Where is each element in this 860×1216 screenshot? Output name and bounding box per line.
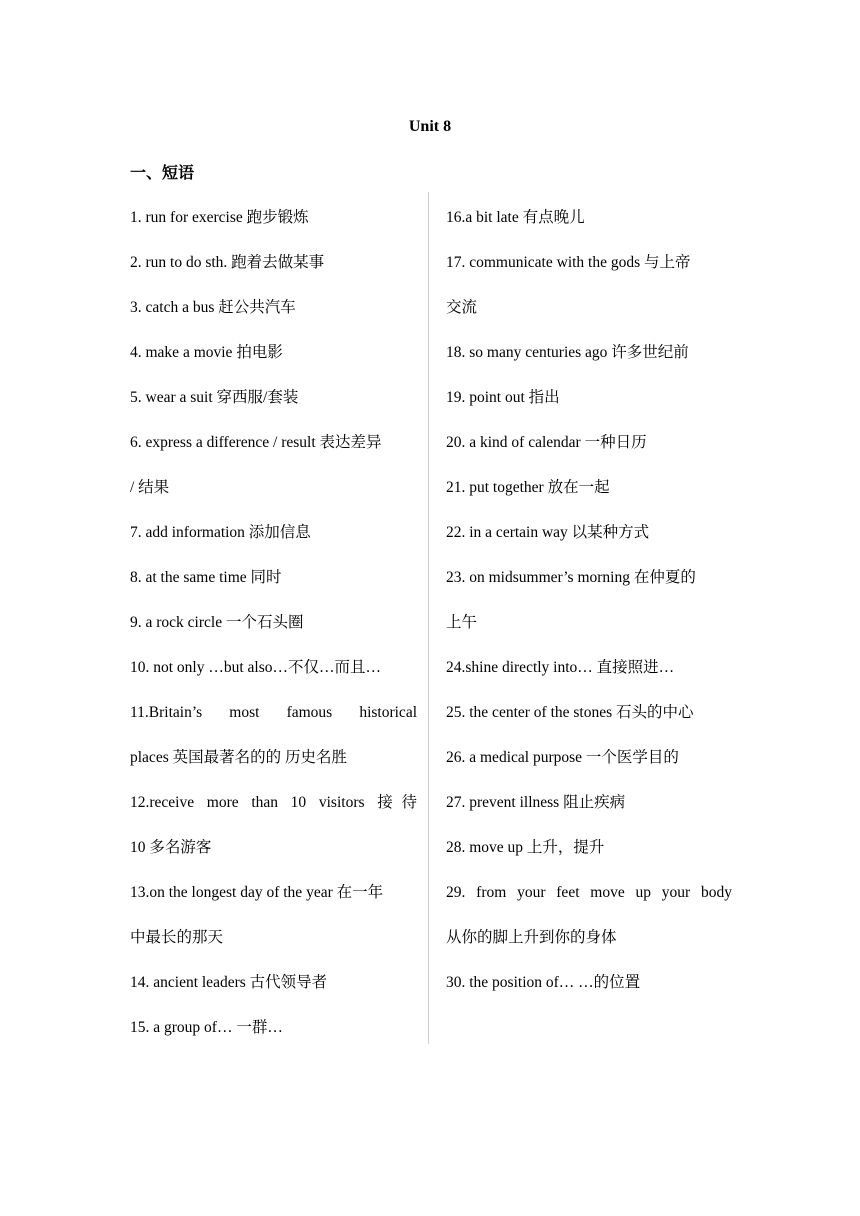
phrase-line: 5. wear a suit 穿西服/套装 — [130, 389, 299, 406]
phrase-line: 19. point out 指出 — [446, 389, 560, 406]
phrase-line: 21. put together 放在一起 — [446, 479, 610, 496]
phrase-line: 交流 — [446, 299, 478, 316]
phrase-line: 14. ancient leaders 古代领导者 — [130, 974, 328, 991]
phrase-line: 28. move up 上升，提升 — [446, 839, 605, 856]
phrase-line: 12.receive more than 10 visitors 接待 — [130, 794, 417, 811]
phrase-line: 30. the position of… …的位置 — [446, 974, 641, 991]
phrase-line: 4. make a movie 拍电影 — [130, 344, 283, 361]
page-title: Unit 8 — [408, 118, 452, 135]
phrase-line: 26. a medical purpose 一个医学目的 — [446, 749, 679, 766]
column-divider — [428, 192, 429, 1044]
right-column — [446, 195, 732, 1005]
phrase-line: 从你的脚上升到你的身体 — [446, 929, 617, 946]
phrase-line: 15. a group of… 一群… — [130, 1019, 283, 1036]
phrase-line: 2. run to do sth. 跑着去做某事 — [130, 254, 325, 271]
phrase-line: places 英国最著名的的 历史名胜 — [130, 749, 347, 766]
phrase-line: 中最长的那天 — [130, 929, 224, 946]
phrase-line: 20. a kind of calendar 一种日历 — [446, 434, 647, 451]
phrase-line: 上午 — [446, 614, 478, 631]
phrase-line: 6. express a difference / result 表达差异 — [130, 434, 382, 451]
section-heading: 一、短语 — [130, 163, 195, 182]
phrase-line: 22. in a certain way 以某种方式 — [446, 524, 650, 541]
phrase-line: 9. a rock circle 一个石头圈 — [130, 614, 304, 631]
phrase-line: 11.Britain’s most famous historical — [130, 704, 417, 721]
phrase-line: 29. from your feet move up your body — [446, 884, 732, 901]
phrase-line: 24.shine directly into… 直接照进… — [446, 659, 675, 676]
phrase-line: 7. add information 添加信息 — [130, 524, 311, 541]
phrase-line: / 结果 — [130, 479, 170, 496]
phrase-line: 8. at the same time 同时 — [130, 569, 282, 586]
phrase-line: 18. so many centuries ago 许多世纪前 — [446, 344, 689, 361]
phrase-line: 10. not only …but also…不仅…而且… — [130, 659, 382, 676]
phrase-line: 13.on the longest day of the year 在一年 — [130, 884, 384, 901]
phrase-line: 16.a bit late 有点晚儿 — [446, 209, 585, 226]
phrase-line: 25. the center of the stones 石头的中心 — [446, 704, 694, 721]
left-column — [130, 195, 417, 1050]
phrase-line: 27. prevent illness 阻止疾病 — [446, 794, 626, 811]
phrase-line: 1. run for exercise 跑步锻炼 — [130, 209, 309, 226]
phrase-line: 10 多名游客 — [130, 839, 212, 856]
phrase-line: 3. catch a bus 赶公共汽车 — [130, 299, 296, 316]
phrase-line: 23. on midsummer’s morning 在仲夏的 — [446, 569, 696, 586]
phrase-line: 17. communicate with the gods 与上帝 — [446, 254, 691, 271]
